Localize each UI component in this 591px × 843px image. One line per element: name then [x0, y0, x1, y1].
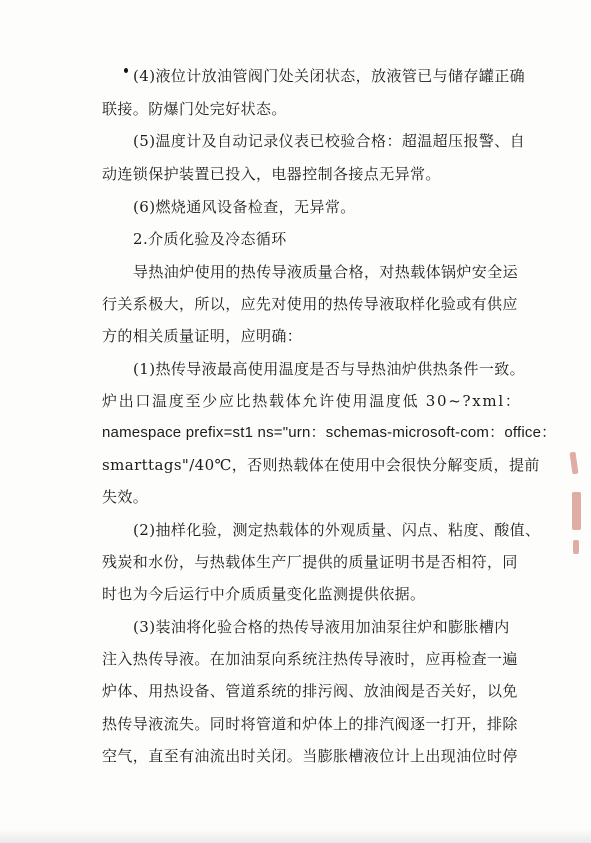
text-line: 炉体、用热设备、管道系统的排污阀、放油阀是否关好，以免 — [102, 682, 518, 700]
text-line: 热传导液流失。同时将管道和炉体上的排汽阀逐一打开，排除 — [102, 715, 518, 733]
text-line: (5)温度计及自动记录仪表已校验合格：超温超压报警、自 — [133, 132, 526, 150]
text-line: 炉出口温度至少应比热载体允许使用温度低 30~?xml： — [102, 392, 522, 410]
text-line: 导热油炉使用的热传导液质量合格，对热载体锅炉安全运 — [133, 263, 519, 281]
text-line: (1)热传导液最高使用温度是否与导热油炉供热条件一致。 — [133, 360, 526, 378]
text-line: 方的相关质量证明，应明确： — [102, 327, 303, 345]
text-line: 联接。防爆门处完好状态。 — [102, 100, 287, 118]
text-line: 行关系极大，所以，应先对使用的热传导液取样化验或有供应 — [102, 295, 518, 313]
margin-stamp-mark — [569, 452, 578, 475]
text-line: namespace prefix=st1 ns="urn：schemas-microsoft-com：office： — [102, 424, 557, 441]
text-line: 注入热传导液。在加油泵向系统注热传导液时，应再检查一遍 — [102, 650, 518, 668]
text-line: (6)燃烧通风设备检查，无异常。 — [133, 198, 356, 216]
margin-stamp-mark — [573, 540, 579, 554]
text-line: 空气，直至有油流出时关闭。当膨胀槽液位计上出现油位时停 — [102, 747, 518, 765]
text-line: 残炭和水份，与热载体生产厂提供的质量证明书是否相符，同 — [102, 553, 518, 571]
text-line: 动连锁保护装置已投入，电器控制各接点无异常。 — [102, 165, 441, 183]
text-line: smarttags"/40℃，否则热载体在使用中会很快分解变质，提前 — [102, 456, 540, 474]
scan-bottom-edge — [0, 829, 591, 843]
ink-dot — [124, 68, 128, 73]
text-line: 时也为今后运行中介质质量变化监测提供依据。 — [102, 585, 426, 603]
text-line: 失效。 — [102, 488, 149, 506]
text-line: (4)液位计放油管阀门处关闭状态，放液管已与储存罐正确 — [133, 67, 526, 85]
section-heading: 2.介质化验及冷态循环 — [133, 230, 287, 248]
text-line: (2)抽样化验，测定热载体的外观质量、闪点、粘度、酸值、 — [133, 521, 541, 539]
text-line: (3)装油将化验合格的热传导液用加油泵往炉和膨胀槽内 — [133, 618, 510, 636]
margin-stamp-mark — [572, 492, 581, 530]
